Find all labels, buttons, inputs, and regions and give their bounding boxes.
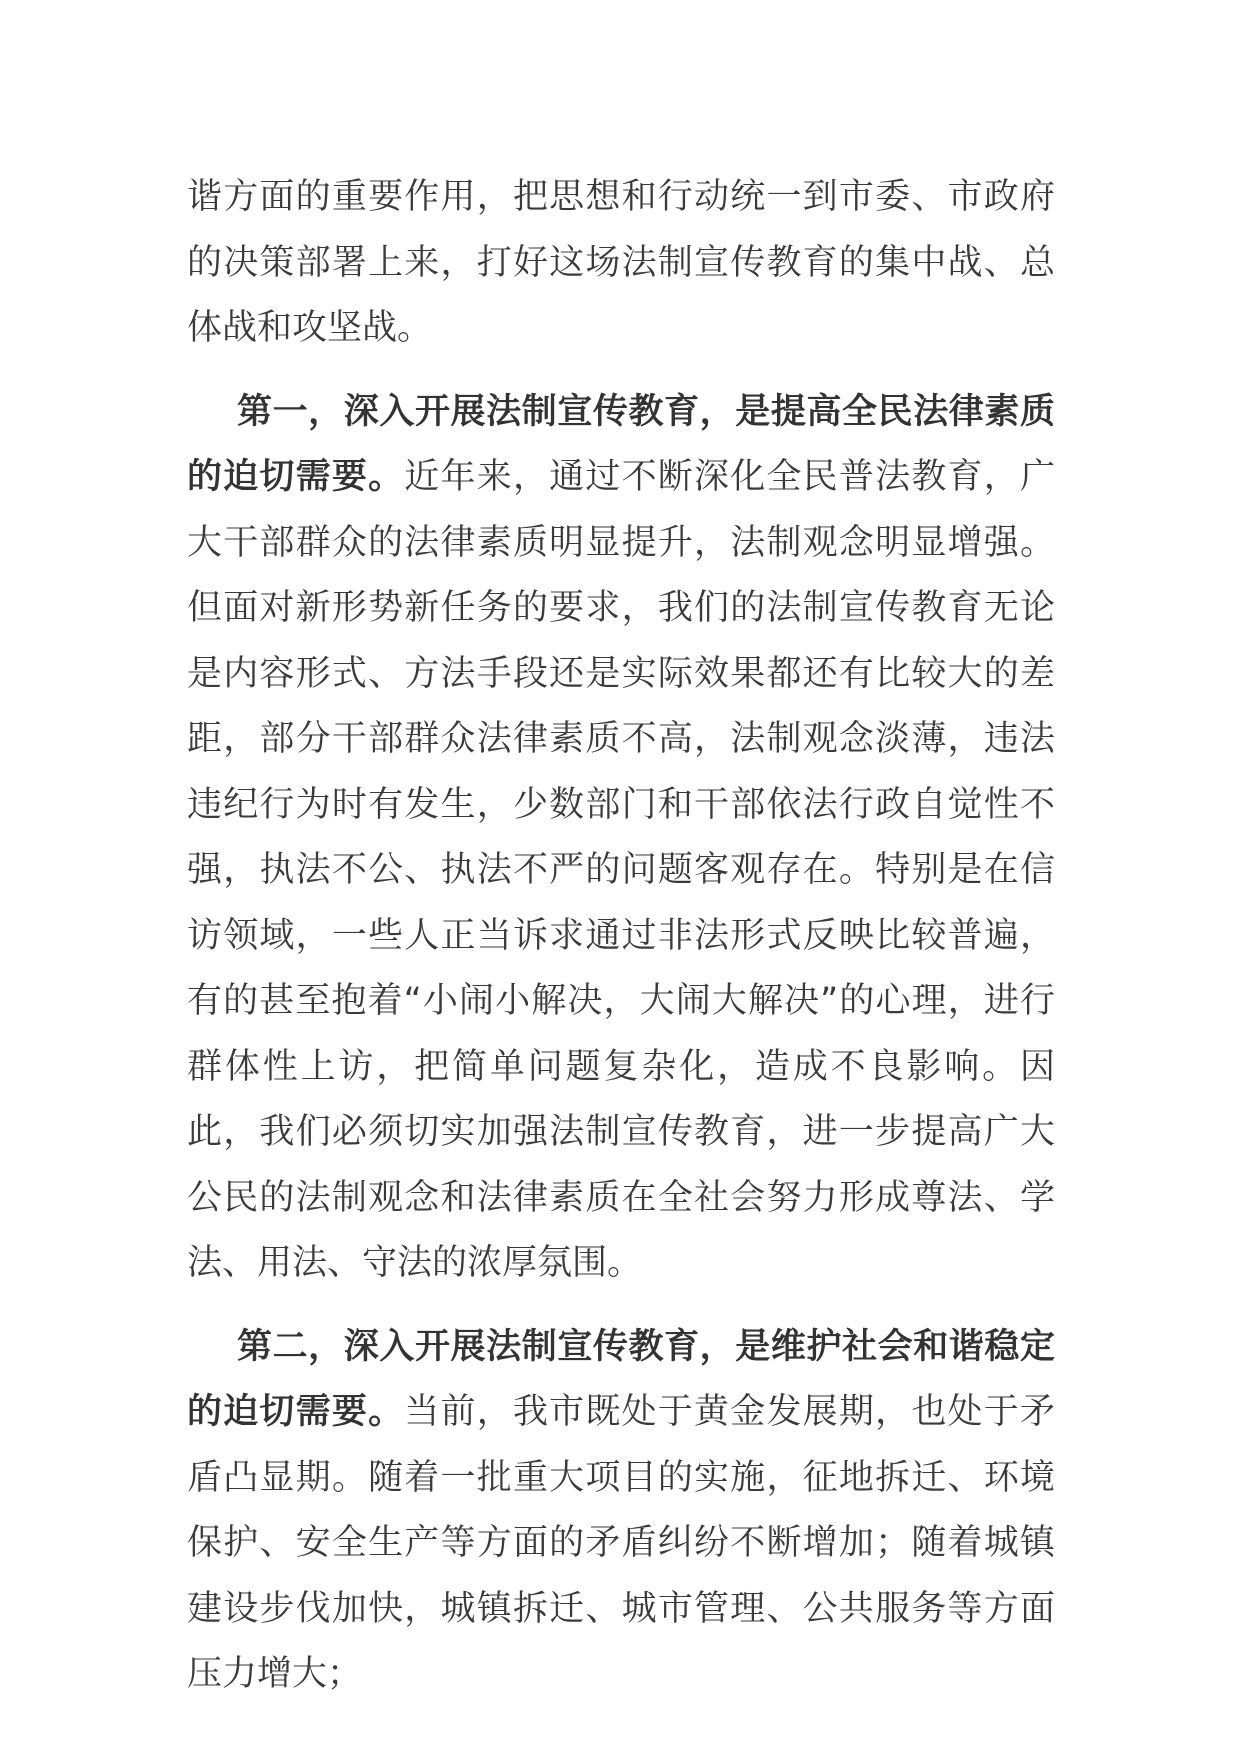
- paragraph-lead-heading: 第一，深入开展法制宣传教育，是提高全民法律素质的迫切需要。: [187, 391, 1055, 497]
- paragraph-first-point: [187, 380, 1055, 1297]
- paragraph-lead-heading: 第二，深入开展法制宣传教育，是维护社会和谐稳定的迫切需要。: [187, 1326, 1055, 1432]
- document-page: [187, 165, 1055, 1708]
- paragraph-text: 当前，我市既处于黄金发展期，也处于矛盾凸显期。随着一批重大项目的实施，征地拆迁、环境保护、安全生产等方面的矛盾纠纷不断增加；随着城镇建设步伐加快，城镇拆迁、城市管理、公共服务等方面压力增大；: [187, 1392, 1055, 1694]
- paragraph-text: 谐方面的重要作用，把思想和行动统一到市委、市政府的决策部署上来，打好这场法制宣传教育的集中战、总体战和攻坚战。: [187, 177, 1055, 348]
- paragraph-continued: [187, 165, 1055, 362]
- paragraph-second-point: [187, 1315, 1055, 1708]
- paragraph-text: 近年来，通过不断深化全民普法教育，广大干部群众的法律素质明显提升，法制观念明显增强。但面对新形势新任务的要求，我们的法制宣传教育无论是内容形式、方法手段还是实际效果都还有比较大的差距，部分干部群众法律素质不高，法制观念淡薄，违法违纪行为时有发生，少数部门和干部依法行政自觉性不强，执法不公、执法不严的问题客观存在。特别是在信访领域，一些人正当诉求通过非法形式反映比较普遍，有的甚至抱着“小闹小解决，大闹大解决”的心理，进行群体性上访，把简单问题复杂化，造成不良影响。因此，我们必须切实加强法制宣传教育，进一步提高广大公民的法制观念和法律素质在全社会努力形成尊法、学法、用法、守法的浓厚氛围。: [187, 457, 1055, 1283]
